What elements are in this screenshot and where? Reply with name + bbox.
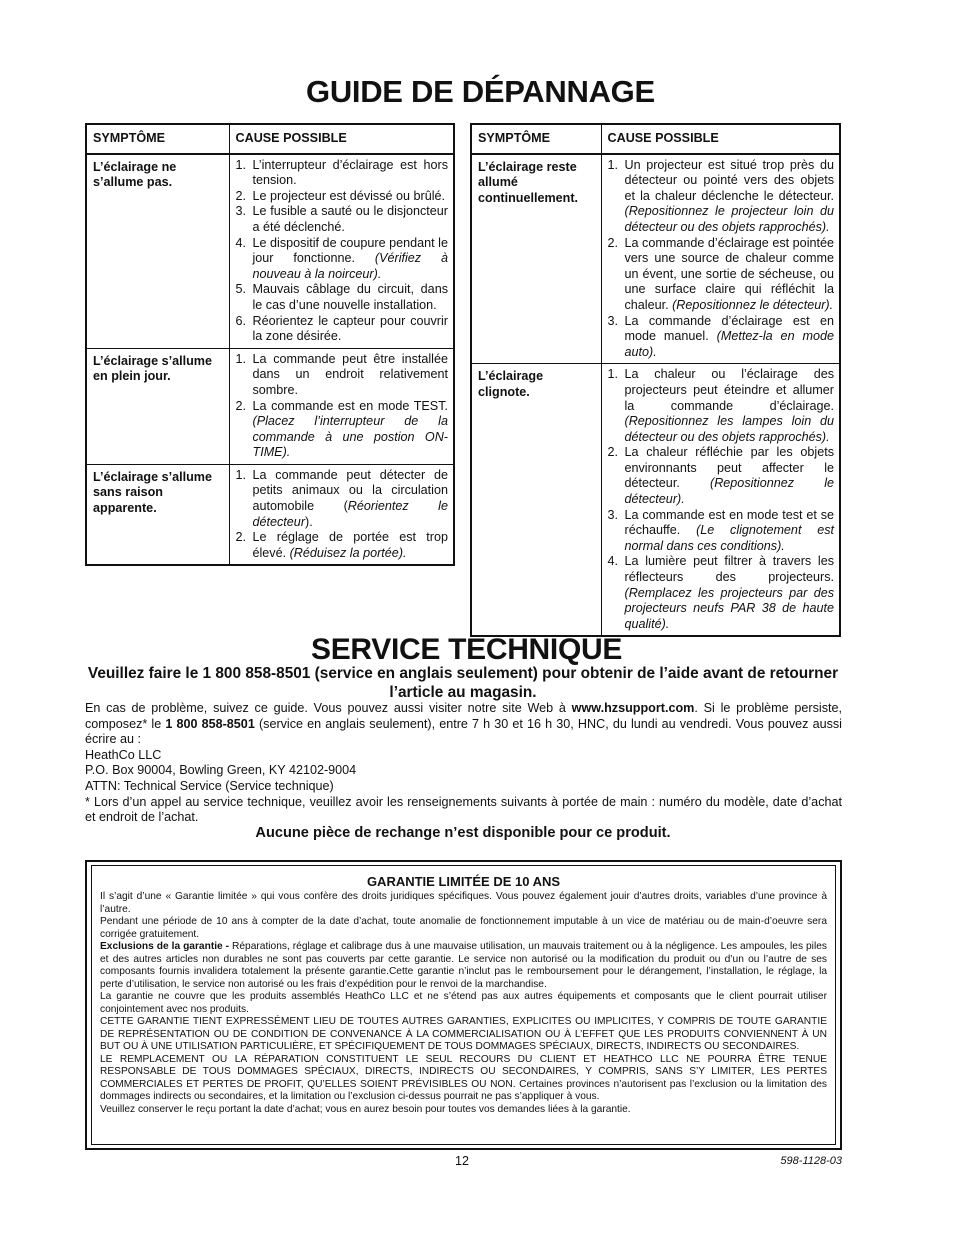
website-link[interactable]: www.hzsupport.com	[571, 701, 695, 715]
cause-text: La commande est en mode test et se réchauffe. (Le clignotement est normal dans ces conditions).	[624, 507, 835, 553]
cause-item	[236, 399, 449, 461]
cause-text: La chaleur réfléchie par les objets environnants peut affecter le détecteur. (Repositionnez le détecteur).	[624, 445, 835, 507]
warranty-title: GARANTIE LIMITÉE DE 10 ANS	[366, 874, 561, 889]
cause-number: 6.	[235, 313, 247, 328]
cause-remedy: (Repositionnez le projecteur loin du détecteur ou des objets rapprochés).	[624, 204, 834, 234]
cause-item	[236, 352, 449, 399]
warranty-paragraph: Pendant une période de 10 ans à compter de la date d’achat, toute anomalie de fonctionnement imputable à un vice de matériau ou de main-d’oeuvre sera corrigée gratuitement.	[100, 916, 827, 940]
cause-number: 2.	[235, 188, 247, 203]
cause-item	[608, 554, 835, 632]
service-title: SERVICE TECHNIQUE	[311, 633, 623, 666]
exclusions-label: Exclusions de la garantie -	[100, 941, 230, 952]
cause-cell	[229, 154, 454, 349]
cause-text: La chaleur ou l’éclairage des projecteurs peut éteindre et allumer la commande d’éclairage. (Repositionnez les lampes loin du détecteur ou des objets rapprochés).	[624, 367, 834, 444]
table-row	[86, 154, 454, 349]
table-row	[471, 154, 840, 364]
cause-text: La commande d’éclairage est en mode manuel. (Mettez-la en mode auto).	[624, 313, 834, 359]
cause-remedy: Réorientez le détecteur	[252, 499, 448, 529]
cause-remedy: (Remplacez les projecteurs par des projecteurs neufs PAR 38 de haute qualité).	[624, 585, 834, 631]
intro-text: . Si le problème persiste, composez* le	[85, 701, 843, 731]
cause-number: 2.	[235, 398, 247, 413]
document-code: 598-1128-03	[780, 1155, 842, 1167]
cause-number: 1.	[607, 157, 619, 172]
cause-number: 4.	[607, 554, 619, 569]
cause-number: 4.	[235, 235, 247, 250]
cause-text: Réorientez le capteur pour couvrir la zone désirée.	[252, 313, 448, 344]
page-title: GUIDE DE DÉPANNAGE	[306, 74, 655, 109]
warranty-paragraph: Veuillez conserver le reçu portant la date d’achat; vous en aurez besoin pour toutes vos demandes liées à la garantie.	[100, 1103, 631, 1115]
cause-number: 3.	[607, 507, 619, 522]
symptom-cell: L’éclairage s’allume en plein jour.	[86, 348, 229, 464]
warranty-inner	[91, 865, 836, 1145]
cause-text: Mauvais câblage du circuit, dans le cas d’une nouvelle installation.	[252, 282, 448, 312]
column-header-cause: CAUSE POSSIBLE	[601, 124, 840, 154]
table-body-left	[86, 154, 454, 566]
page-number: 12	[455, 1154, 470, 1168]
cause-cell	[229, 464, 454, 565]
cause-text: Un projecteur est situé trop près du détecteur ou pointé vers des objets et la chaleur déclenche le détecteur. (Repositionnez le projecteur loin du détecteur ou des objets rapprochés).	[624, 157, 834, 234]
symptom-cell: L’éclairage s’allume sans raison apparente.	[86, 464, 229, 565]
cause-number: 1.	[607, 367, 619, 382]
cause-text: La commande est en mode TEST. (Placez l’interrupteur de la commande à une postion ON-TIME).	[252, 398, 448, 460]
cause-number: 2.	[607, 235, 619, 250]
cause-item	[608, 158, 835, 236]
cause-item	[236, 468, 449, 530]
cause-item	[236, 530, 449, 561]
cause-cell	[601, 154, 840, 364]
cause-remedy: (Repositionnez les lampes loin du détecteur ou des objets rapprochés).	[624, 414, 834, 444]
cause-number: 1.	[235, 157, 247, 172]
cause-number: 5.	[235, 282, 247, 297]
cause-remedy: (Repositionnez le détecteur).	[672, 297, 834, 312]
cause-text: Le réglage de portée est trop élevé. (Réduisez la portée).	[252, 530, 448, 560]
cause-item	[608, 367, 835, 445]
cause-item	[608, 236, 835, 314]
cause-number: 2.	[235, 530, 247, 545]
remedy-text: LE REMPLACEMENT OU LA RÉPARATION CONSTITUENT LE SEUL RECOURS DU CLIENT ET HEATHCO LLC NE POURRA ÊTRE TENUE RESPONSABLE DE TOUS DOMMAGES SPÉCIAUX, DIRECTS, INDIRECTS OU SECONDAIRES, Y COMPRIS, SANS S’Y LIMITER, LES PERTES COMMERCIALES ET PERTES DE PROFIT, QU’ELLES SOIENT PRÉVISIBLES OU NON.	[100, 1053, 827, 1090]
table-row	[86, 348, 454, 464]
cause-remedy: (Placez l’interrupteur de la commande à une postion ON-TIME).	[252, 414, 448, 460]
address-line: HeathCo LLC	[85, 747, 162, 762]
address-line: ATTN: Technical Service (Service technique)	[85, 778, 334, 793]
troubleshooting-table-right	[470, 123, 841, 637]
no-parts-notice: Aucune pièce de rechange n’est disponible pour ce produit.	[255, 825, 671, 841]
cause-cell	[229, 348, 454, 464]
service-intro	[85, 701, 842, 748]
cause-text: Le dispositif de coupure pendant le jour fonctionne. (Vérifiez à nouveau à la noirceur).	[252, 235, 448, 281]
column-header-symptom: SYMPTÔME	[471, 124, 601, 154]
cause-item	[608, 445, 835, 507]
intro-text: En cas de problème, suivez ce guide. Vous pouvez aussi visiter notre site Web à	[85, 701, 572, 715]
symptom-cell: L’éclairage clignote.	[471, 364, 601, 637]
intro-text: (service en anglais seulement), entre 7 h 30 et 16 h 30, HNC, du lundi au vendredi. Vous pouvez aussi écrire au :	[85, 716, 842, 747]
cause-remedy: (Réduisez la portée).	[289, 545, 407, 560]
cause-number: 3.	[235, 204, 247, 219]
cause-number: 1.	[235, 467, 247, 482]
warranty-box	[85, 860, 842, 1150]
warranty-paragraph	[100, 1054, 827, 1104]
cause-item	[236, 236, 449, 283]
cause-remedy: (Le clignotement est normal dans ces conditions).	[624, 523, 835, 553]
cause-text: Le projecteur est dévissé ou brûlé.	[252, 188, 446, 203]
remedy-text-2: Certaines provinces n’autorisent pas l’exclusion ou la limitation des dommages indirects ou secondaires, et la limitation ou l’exclusion ci-dessus pourrait ne pas s’appliquer à vous.	[100, 1078, 828, 1102]
cause-text: La commande d’éclairage est pointée vers une source de chaleur comme un évent, une sortie de sécheuse, ou une surface claire qui réfléchit la chaleur. (Repositionnez le détecteur).	[624, 235, 834, 312]
troubleshooting-table-left	[85, 123, 455, 566]
cause-cell	[601, 364, 840, 637]
warranty-paragraph: La garantie ne couvre que les produits assemblés HeathCo LLC et ne s’étend pas aux autres équipements et composants que le client pourrait utiliser conjointement avec nos produits.	[100, 991, 827, 1015]
table-row	[86, 464, 454, 565]
cause-number: 1.	[235, 351, 247, 366]
cause-item	[236, 314, 449, 345]
cause-remedy: (Repositionnez le détecteur).	[624, 476, 835, 507]
table-row	[471, 364, 840, 637]
cause-item	[608, 314, 835, 361]
cause-text: La commande peut détecter de petits animaux ou la circulation automobile (Réorientez le détecteur).	[252, 467, 448, 529]
cause-item	[236, 189, 449, 205]
phone-number: 1 800 858-8501	[165, 716, 255, 731]
warranty-exclusions	[100, 941, 827, 991]
cause-text: L’interrupteur d’éclairage est hors tension.	[252, 157, 448, 188]
cause-item	[236, 204, 449, 235]
column-header-cause: CAUSE POSSIBLE	[229, 124, 454, 154]
cause-item	[236, 158, 449, 189]
cause-remedy: (Mettez-la en mode auto).	[624, 329, 834, 359]
service-footnote: * Lors d’un appel au service technique, veuillez avoir les renseignements suivants à portée de main : numéro du modèle, date d’achat et endroit de l’achat.	[85, 794, 842, 825]
warranty-paragraph: CETTE GARANTIE TIENT EXPRESSÉMENT LIEU DE TOUTES AUTRES GARANTIES, EXPLICITES OU IMPLICITES, Y COMPRIS DE TOUTE GARANTIE DE REPRÉSENTATION OU DE CONDITION DE CONVENANCE À LA COMMERCIALISATION OU À L’EFFET QUE LES PRODUITS CONVIENNENT À UN BUT OU À UNE UTILISATION PARTICULIÈRE, ET SPÉCIFIQUEMENT DE TOUS DOMMAGES SPÉCIAUX, DIRECTS, INDIRECTS OU SECONDAIRES.	[100, 1016, 827, 1052]
cause-text: La lumière peut filtrer à travers les réflecteurs des projecteurs. (Remplacez les projecteurs par des projecteurs neufs PAR 38 de haute qualité).	[624, 554, 834, 631]
cause-number: 3.	[607, 313, 619, 328]
cause-remedy: (Vérifiez à nouveau à la noirceur).	[252, 251, 448, 281]
symptom-cell: L’éclairage reste allumé continuellement.	[471, 154, 601, 364]
service-body	[85, 701, 842, 826]
cause-text: La commande peut être installée dans un endroit relativement sombre.	[252, 351, 448, 397]
cause-item	[608, 508, 835, 555]
exclusions-text: Réparations, réglage et calibrage dus à une mauvaise utilisation, un mauvais traitement ou à la négligence. Les ampoules, les piles et des autres articles non durables ne sont pas couverts par cette garantie. Le service non autorisé ou la modification du produit ou d’un ou l’autre de ses composants fournis invalidera totalement la présente garantie.Cette garantie n’inclut pas le remboursement pour le dérangement, l’installation, le réglage, la perte d’utilisation, le service non autorisé ou les frais d’expédition pour le renvoi de la marchandise.	[100, 941, 827, 990]
service-subtitle: Veuillez faire le 1 800 858-8501 (service en anglais seulement) pour obtenir de l’aide avant de retourner l’article au magasin.	[87, 665, 839, 701]
warranty-paragraph: Il s’agit d’une « Garantie limitée » qui vous confère des droits juridiques spécifiques. Vous pouvez également jouir d’autres droits, variables d’une province à l’autre.	[100, 891, 827, 915]
column-header-symptom: SYMPTÔME	[86, 124, 229, 154]
cause-item	[236, 282, 449, 313]
cause-text: Le fusible a sauté ou le disjoncteur a été déclenché.	[252, 204, 448, 234]
table-body-right	[471, 154, 840, 637]
address-line: P.O. Box 90004, Bowling Green, KY 42102-9004	[85, 763, 357, 778]
symptom-cell: L’éclairage ne s’allume pas.	[86, 154, 229, 349]
cause-number: 2.	[607, 445, 619, 460]
